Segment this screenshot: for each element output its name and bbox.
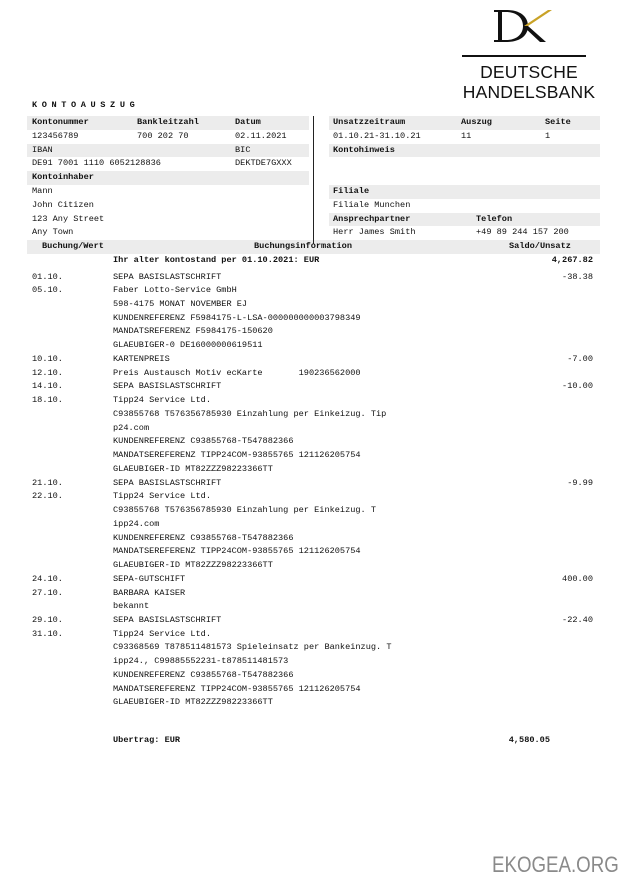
auszug-value: 11 [461, 130, 472, 141]
transaction-date: 21.10. [32, 477, 63, 488]
transaction-date: 05.10. [32, 285, 63, 296]
telefon-label: Telefon [476, 213, 513, 224]
blz-value: 700 202 70 [137, 130, 189, 141]
col-header-date: Buchung/Wert [42, 241, 104, 251]
transaction-info-line: GLAEUBIGER-0 DE16000000619511 [113, 340, 263, 351]
transaction-info-line: ipp24.com [113, 518, 160, 529]
col-header-amount: Saldo/Unsatz [509, 241, 571, 251]
transaction-date: 27.10. [32, 587, 63, 598]
document-title: KONTOAUSZUG [32, 100, 140, 110]
column-divider [313, 116, 314, 244]
iban-label: IBAN [32, 144, 53, 155]
transaction-info-line: MANDATSEREFERENZ TIPP24COM-93855765 121126205754 [113, 683, 361, 694]
blz-label: Bankleitzahl [137, 117, 199, 127]
opening-balance-label: Ihr alter kontostand per 01.10.2021: EUR [113, 255, 320, 265]
transaction-info-line: C93855768 T576356785930 Einzahlung per Einkeizug. Tip [113, 408, 387, 419]
transaction-info-line: Tipp24 Service Ltd. [113, 395, 211, 406]
header-band [329, 185, 600, 199]
transaction-amount: -10.00 [562, 381, 593, 392]
transaction-info-line: 598-4175 MONAT NOVEMBER EJ [113, 298, 248, 309]
transaction-amount: -38.38 [562, 271, 593, 282]
transaction-info-line: KARTENPREIS [113, 353, 170, 364]
zeitraum-value: 01.10.21-31.10.21 [333, 130, 421, 141]
inhaber-line: Mann [32, 186, 53, 196]
transaction-date: 22.10. [32, 491, 63, 502]
transaction-info-line: GLAEUBIGER-ID MT82ZZZ98223366TT [113, 697, 273, 708]
transaction-date: 31.10. [32, 628, 63, 639]
transaction-info-line: KUNDENREFERENZ C93855768-T547882366 [113, 669, 294, 680]
transaction-info-line: KUNDENREFERENZ C93855768-T547882366 [113, 532, 294, 543]
transaction-info-line: MANDATSEREFERENZ TIPP24COM-93855765 121126205754 [113, 450, 361, 461]
transaction-date: 14.10. [32, 381, 63, 392]
transaction-info-line: KUNDENREFERENZ C93855768-T547882366 [113, 436, 294, 447]
datum-value: 02.11.2021 [235, 130, 287, 141]
inhaber-line: Any Town [32, 227, 74, 237]
transaction-info-line: MANDATSEREFERENZ TIPP24COM-93855765 121126205754 [113, 546, 361, 557]
opening-balance-value: 4,267.82 [551, 255, 593, 265]
transaction-info-line: KUNDENREFERENZ F5984175-L-LSA-000000000003798349 [113, 312, 361, 323]
inhaber-line: John Citizen [32, 199, 94, 210]
transaction-info-line: BARBARA KAISER [113, 587, 186, 598]
transaction-date: 12.10. [32, 367, 63, 378]
transaction-date: 18.10. [32, 395, 63, 406]
seite-label: Seite [545, 117, 571, 127]
transaction-info-line: GLAEUBIGER-ID MT82ZZZ98223366TT [113, 560, 273, 571]
transaction-info-line: SEPA BASISLASTSCHRIFT [113, 271, 222, 282]
telefon-value: +49 89 244 157 200 [476, 227, 569, 237]
col-header-info: Buchungsinformation [254, 241, 352, 251]
transaction-amount: -22.40 [562, 615, 593, 625]
transaction-info-line: p24.com [113, 422, 150, 433]
iban-value: DE91 7001 1110 6052128836 [32, 158, 161, 168]
transaction-info-line: SEPA BASISLASTSCHRIFT [113, 477, 222, 488]
transaction-info-line: C93855768 T576356785930 Einzahlung per Einkeizug. T [113, 505, 377, 516]
zeitraum-label: Unsatzzeitraum [333, 117, 406, 127]
transaction-info-line: SEPA-GUTSCHIFT [113, 573, 186, 584]
auszug-label: Auszug [461, 117, 492, 127]
bic-label: BIC [235, 144, 251, 155]
transaction-info-line: Tipp24 Service Ltd. [113, 491, 211, 502]
transaction-amount: 400.00 [562, 573, 593, 584]
bank-logo-mark [490, 6, 556, 49]
transaction-info-line: Faber Lotto-Service GmbH [113, 285, 237, 296]
logo-text-line1: DEUTSCHE [480, 62, 578, 82]
transaction-date: 24.10. [32, 573, 63, 584]
filiale-value: Filiale Munchen [333, 199, 411, 210]
transaction-info-line: Tipp24 Service Ltd. [113, 628, 211, 639]
transaction-info-line: Preis Austausch Motiv ecKarte 190236562000 [113, 367, 361, 378]
transaction-info-line: SEPA BASISLASTSCHRIFT [113, 615, 222, 625]
logo-divider [462, 55, 586, 57]
transaction-date: 10.10. [32, 353, 63, 364]
kontonummer-label: Kontonummer [32, 117, 89, 127]
datum-label: Datum [235, 117, 261, 127]
transaction-info-line: C93368569 T878511481573 Spieleinsatz per Bankeinzug. T [113, 642, 392, 653]
filiale-label: Filiale [333, 186, 370, 196]
transaction-amount: -9.99 [567, 477, 593, 488]
logo-text-line2: HANDELSBANK [462, 82, 596, 102]
watermark: EKOGEA.ORG [492, 852, 619, 877]
bic-value: DEKTDE7GXXX [235, 158, 292, 168]
transaction-date: 29.10. [32, 615, 63, 625]
kontohinweis-label: Kontohinweis [333, 144, 395, 155]
transaction-amount: -7.00 [567, 353, 593, 364]
uebertrag-value: 4,580.05 [508, 735, 550, 745]
kontonummer-value: 123456789 [32, 130, 79, 141]
transaction-info-line: bekannt [113, 601, 150, 612]
transaction-info-line: SEPA BASISLASTSCHRIFT [113, 381, 222, 392]
ansprechpartner-value: Herr James Smith [333, 227, 416, 237]
uebertrag-label: Ubertrag: EUR [113, 735, 181, 745]
transaction-info-line: MANDATSREFERENZ F5984175-150620 [113, 326, 273, 337]
inhaber-line: 123 Any Street [32, 213, 105, 224]
transaction-info-line: ipp24., C99885552231-t878511481573 [113, 656, 289, 667]
kontoinhaber-label: Kontoinhaber [32, 172, 94, 182]
transaction-info-line: GLAEUBIGER-ID MT82ZZZ98223366TT [113, 463, 273, 474]
ansprechpartner-label: Ansprechpartner [333, 213, 411, 224]
header-band [27, 144, 309, 158]
transaction-date: 01.10. [32, 271, 63, 282]
seite-value: 1 [545, 130, 551, 141]
